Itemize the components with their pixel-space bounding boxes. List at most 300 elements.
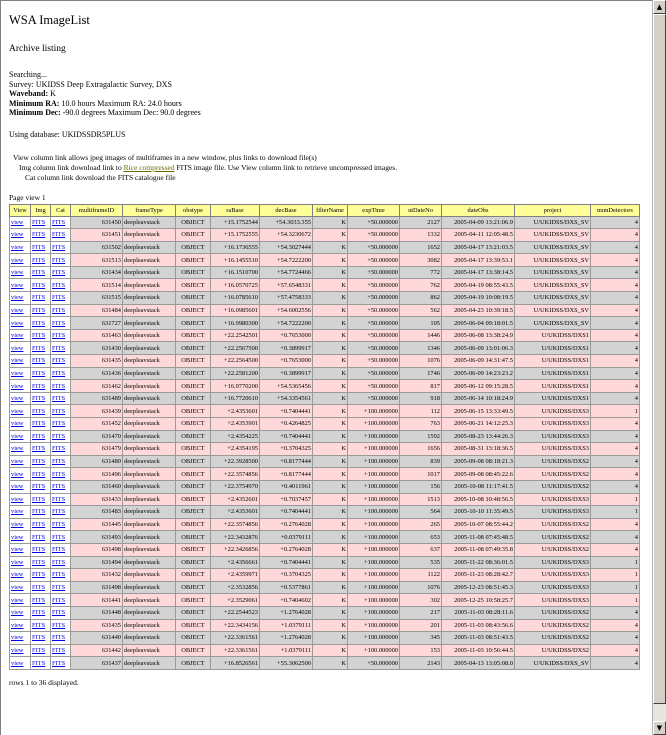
filter-name-cell: K bbox=[313, 619, 348, 632]
column-header: decBase bbox=[260, 204, 313, 216]
view-link-cell bbox=[10, 594, 31, 607]
frame-type-cell: deepleavstack bbox=[123, 443, 176, 456]
table-row bbox=[10, 581, 640, 594]
img-fits-link[interactable]: FITS bbox=[32, 344, 46, 352]
project-cell: U/UKIDSS/DXS2 bbox=[515, 543, 591, 556]
img-fits-link-cell bbox=[31, 657, 51, 670]
obstype-cell: OBJECT bbox=[176, 254, 211, 267]
img-fits-link-cell bbox=[31, 556, 51, 569]
cat-fits-link[interactable]: FITS bbox=[52, 332, 66, 340]
cat-fits-link[interactable]: FITS bbox=[52, 445, 66, 453]
results-table bbox=[9, 204, 640, 670]
exp-time-cell: +100.000000 bbox=[348, 632, 400, 645]
ra-base-cell: +22.2581200 bbox=[211, 367, 260, 380]
num-detectors-cell: 4 bbox=[591, 254, 640, 267]
cat-fits-link[interactable]: FITS bbox=[52, 558, 66, 566]
cat-fits-link-cell bbox=[51, 518, 71, 531]
cat-fits-link[interactable]: FITS bbox=[52, 646, 66, 654]
obstype-cell: OBJECT bbox=[176, 556, 211, 569]
ra-base-cell: +2.4353601 bbox=[211, 405, 260, 418]
cat-fits-link[interactable]: FITS bbox=[52, 420, 66, 428]
project-cell: U/UKIDSS/DXS1 bbox=[515, 355, 591, 368]
num-detectors-cell: 4 bbox=[591, 619, 640, 632]
filter-name-cell: K bbox=[313, 644, 348, 657]
obstype-cell: OBJECT bbox=[176, 342, 211, 355]
view-link-cell bbox=[10, 455, 31, 468]
project-cell: U/UKIDSS/DXS2 bbox=[515, 518, 591, 531]
view-link[interactable]: view bbox=[11, 445, 24, 453]
multiframe-id-cell: 631470 bbox=[71, 430, 123, 443]
filter-name-cell: K bbox=[313, 506, 348, 519]
view-link-cell bbox=[10, 556, 31, 569]
exp-time-cell: +50.000000 bbox=[348, 355, 400, 368]
cat-fits-link-cell bbox=[51, 644, 71, 657]
view-link[interactable]: view bbox=[11, 596, 24, 604]
table-row bbox=[10, 418, 640, 431]
cat-fits-link-cell bbox=[51, 380, 71, 393]
cat-fits-link-cell bbox=[51, 329, 71, 342]
img-fits-link[interactable]: FITS bbox=[32, 596, 46, 604]
dec-base-cell: +1.2764028 bbox=[260, 606, 313, 619]
page-title: WSA ImageList bbox=[9, 13, 90, 27]
filter-name-cell: K bbox=[313, 493, 348, 506]
table-row bbox=[10, 380, 640, 393]
num-detectors-cell: 4 bbox=[591, 455, 640, 468]
filter-name-cell: K bbox=[313, 355, 348, 368]
view-link-cell bbox=[10, 443, 31, 456]
dec-base-cell: +1.0379111 bbox=[260, 644, 313, 657]
cat-fits-link-cell bbox=[51, 229, 71, 242]
img-fits-link[interactable]: FITS bbox=[32, 621, 46, 629]
date-obs-cell: 2005-11-03 08:43:56.6 bbox=[442, 619, 515, 632]
cat-fits-link-cell bbox=[51, 455, 71, 468]
img-fits-link[interactable]: FITS bbox=[32, 558, 46, 566]
img-fits-link[interactable]: FITS bbox=[32, 533, 46, 541]
rice-compressed-link[interactable]: Rice compressed bbox=[123, 162, 175, 172]
img-fits-link[interactable]: FITS bbox=[32, 521, 46, 529]
filter-name-cell: K bbox=[313, 342, 348, 355]
view-link[interactable]: view bbox=[11, 369, 24, 377]
date-obs-cell: 2005-11-08 07:45:48.5 bbox=[442, 531, 515, 544]
cat-fits-link[interactable]: FITS bbox=[52, 470, 66, 478]
table-row bbox=[10, 493, 640, 506]
obstype-cell: OBJECT bbox=[176, 317, 211, 330]
scrollbar-thumb[interactable] bbox=[653, 14, 666, 704]
view-link-cell bbox=[10, 342, 31, 355]
ra-base-cell: +16.0785610 bbox=[211, 292, 260, 305]
ut-date-no-cell: 1076 bbox=[400, 581, 442, 594]
view-link[interactable]: view bbox=[11, 395, 24, 403]
table-row bbox=[10, 342, 640, 355]
multiframe-id-cell: 631463 bbox=[71, 329, 123, 342]
project-cell: U/UKIDSS/DXS1 bbox=[515, 392, 591, 405]
frame-type-cell: deepleavstack bbox=[123, 619, 176, 632]
img-fits-link-cell bbox=[31, 569, 51, 582]
date-obs-cell: 2005-11-22 08:36:01.5 bbox=[442, 556, 515, 569]
obstype-cell: OBJECT bbox=[176, 468, 211, 481]
exp-time-cell: +50.000000 bbox=[348, 266, 400, 279]
cat-fits-link[interactable]: FITS bbox=[52, 521, 66, 529]
img-fits-link[interactable]: FITS bbox=[32, 546, 46, 554]
ut-date-no-cell: 1332 bbox=[400, 229, 442, 242]
img-fits-link[interactable]: FITS bbox=[32, 395, 46, 403]
ut-date-no-cell: 763 bbox=[400, 418, 442, 431]
cat-fits-link[interactable]: FITS bbox=[52, 344, 66, 352]
num-detectors-cell: 4 bbox=[591, 418, 640, 431]
num-detectors-cell: 4 bbox=[591, 468, 640, 481]
cat-fits-link-cell bbox=[51, 468, 71, 481]
cat-fits-link[interactable]: FITS bbox=[52, 495, 66, 503]
img-fits-link[interactable]: FITS bbox=[32, 432, 46, 440]
view-link-cell bbox=[10, 266, 31, 279]
dec-label: Minimum Dec: bbox=[9, 108, 61, 117]
dec-base-cell: +0.8177444 bbox=[260, 455, 313, 468]
scroll-up-button[interactable]: ▲ bbox=[653, 0, 666, 14]
column-header: raBase bbox=[211, 204, 260, 216]
ut-date-no-cell: 265 bbox=[400, 518, 442, 531]
img-fits-link[interactable]: FITS bbox=[32, 483, 46, 491]
ra-value: 10.0 hours Maximum RA: 24.0 hours bbox=[61, 98, 182, 108]
cat-fits-link[interactable]: FITS bbox=[52, 621, 66, 629]
help-img-line bbox=[13, 163, 652, 173]
multiframe-id-cell: 631435 bbox=[71, 619, 123, 632]
dec-base-cell: +0.3899917 bbox=[260, 367, 313, 380]
exp-time-cell: +50.000000 bbox=[348, 657, 400, 670]
view-link[interactable]: view bbox=[11, 357, 24, 365]
date-obs-cell: 2005-10-08 10:48:56.5 bbox=[442, 493, 515, 506]
img-fits-link[interactable]: FITS bbox=[32, 218, 46, 226]
img-fits-link[interactable]: FITS bbox=[32, 319, 46, 327]
column-header: expTime bbox=[348, 204, 400, 216]
img-fits-link[interactable]: FITS bbox=[32, 634, 46, 642]
view-link[interactable]: view bbox=[11, 294, 24, 302]
date-obs-cell: 2005-04-13 13:05:08.0 bbox=[442, 657, 515, 670]
cat-fits-link[interactable]: FITS bbox=[52, 533, 66, 541]
view-link[interactable]: view bbox=[11, 621, 24, 629]
view-link-cell bbox=[10, 317, 31, 330]
view-link[interactable]: view bbox=[11, 458, 24, 466]
cat-fits-link-cell bbox=[51, 443, 71, 456]
view-link[interactable]: view bbox=[11, 382, 24, 390]
img-fits-link[interactable]: FITS bbox=[32, 609, 46, 617]
obstype-cell: OBJECT bbox=[176, 531, 211, 544]
frame-type-cell: deepleavstack bbox=[123, 329, 176, 342]
img-fits-link[interactable]: FITS bbox=[32, 357, 46, 365]
img-fits-link[interactable]: FITS bbox=[32, 407, 46, 415]
ut-date-no-cell: 653 bbox=[400, 531, 442, 544]
view-link[interactable]: view bbox=[11, 558, 24, 566]
help-text bbox=[13, 153, 652, 183]
dec-base-cell: +0.7653000 bbox=[260, 355, 313, 368]
table-row bbox=[10, 241, 640, 254]
frame-type-cell: deepleavstack bbox=[123, 216, 176, 229]
rows-displayed-note: rows 1 to 36 displayed. bbox=[9, 677, 79, 687]
img-fits-link[interactable]: FITS bbox=[32, 294, 46, 302]
dec-base-cell: +0.7404441 bbox=[260, 430, 313, 443]
img-fits-link[interactable]: FITS bbox=[32, 256, 46, 264]
project-cell: U/UKIDSS/DXS_SV bbox=[515, 657, 591, 670]
cat-fits-link[interactable]: FITS bbox=[52, 571, 66, 579]
view-link[interactable]: view bbox=[11, 533, 24, 541]
filter-name-cell: K bbox=[313, 606, 348, 619]
vertical-scrollbar[interactable] bbox=[652, 0, 666, 735]
ra-base-cell: +22.3361561 bbox=[211, 644, 260, 657]
ra-base-cell: +2.4353601 bbox=[211, 506, 260, 519]
multiframe-id-cell: 631460 bbox=[71, 480, 123, 493]
exp-time-cell: +100.000000 bbox=[348, 480, 400, 493]
img-fits-link[interactable]: FITS bbox=[32, 646, 46, 654]
view-link[interactable]: view bbox=[11, 495, 24, 503]
cat-fits-link[interactable]: FITS bbox=[52, 306, 66, 314]
multiframe-id-cell: 631496 bbox=[71, 468, 123, 481]
database-line: Using database: UKIDSSDR5PLUS bbox=[9, 129, 126, 139]
view-link[interactable]: view bbox=[11, 231, 24, 239]
cat-fits-link-cell bbox=[51, 266, 71, 279]
filter-name-cell: K bbox=[313, 455, 348, 468]
frame-type-cell: deepleavstack bbox=[123, 254, 176, 267]
multiframe-id-cell: 631483 bbox=[71, 506, 123, 519]
img-fits-link[interactable]: FITS bbox=[32, 306, 46, 314]
view-link[interactable]: view bbox=[11, 609, 24, 617]
exp-time-cell: +100.000000 bbox=[348, 581, 400, 594]
cat-fits-link[interactable]: FITS bbox=[52, 609, 66, 617]
cat-fits-link-cell bbox=[51, 279, 71, 292]
ra-base-cell: +2.3529061 bbox=[211, 594, 260, 607]
view-link-cell bbox=[10, 279, 31, 292]
img-fits-link[interactable]: FITS bbox=[32, 445, 46, 453]
view-link[interactable]: view bbox=[11, 306, 24, 314]
multiframe-id-cell: 631498 bbox=[71, 543, 123, 556]
filter-name-cell: K bbox=[313, 418, 348, 431]
num-detectors-cell: 4 bbox=[591, 304, 640, 317]
obstype-cell: OBJECT bbox=[176, 216, 211, 229]
img-fits-link-cell bbox=[31, 468, 51, 481]
table-row bbox=[10, 594, 640, 607]
cat-fits-link[interactable]: FITS bbox=[52, 382, 66, 390]
cat-fits-link-cell bbox=[51, 632, 71, 645]
view-link[interactable]: view bbox=[11, 584, 24, 592]
ra-base-cell: +16.1510700 bbox=[211, 266, 260, 279]
frame-type-cell: deepleavstack bbox=[123, 430, 176, 443]
table-row bbox=[10, 430, 640, 443]
cat-fits-link[interactable]: FITS bbox=[52, 395, 66, 403]
table-row bbox=[10, 304, 640, 317]
cat-fits-link[interactable]: FITS bbox=[52, 584, 66, 592]
view-link[interactable]: view bbox=[11, 420, 24, 428]
view-link-cell bbox=[10, 430, 31, 443]
exp-time-cell: +50.000000 bbox=[348, 317, 400, 330]
view-link[interactable]: view bbox=[11, 281, 24, 289]
ut-date-no-cell: 217 bbox=[400, 606, 442, 619]
cat-fits-link[interactable]: FITS bbox=[52, 634, 66, 642]
cat-fits-link[interactable]: FITS bbox=[52, 281, 66, 289]
dec-base-cell: +54.3033.355 bbox=[260, 216, 313, 229]
img-fits-link[interactable]: FITS bbox=[32, 470, 46, 478]
help-img-pre: Img column link download link to bbox=[19, 162, 122, 172]
frame-type-cell: deepleavstack bbox=[123, 317, 176, 330]
ut-date-no-cell: 535 bbox=[400, 556, 442, 569]
project-cell: U/UKIDSS/DXS_SV bbox=[515, 254, 591, 267]
obstype-cell: OBJECT bbox=[176, 279, 211, 292]
filter-name-cell: K bbox=[313, 430, 348, 443]
ut-date-no-cell: 762 bbox=[400, 279, 442, 292]
img-fits-link[interactable]: FITS bbox=[32, 508, 46, 516]
cat-fits-link[interactable]: FITS bbox=[52, 596, 66, 604]
exp-time-cell: +50.000000 bbox=[348, 279, 400, 292]
obstype-cell: OBJECT bbox=[176, 657, 211, 670]
dec-base-cell: +0.4011961 bbox=[260, 480, 313, 493]
img-fits-link[interactable]: FITS bbox=[32, 584, 46, 592]
cat-fits-link[interactable]: FITS bbox=[52, 243, 66, 251]
img-fits-link[interactable]: FITS bbox=[32, 659, 46, 667]
date-obs-cell: 2005-06-21 14:12:25.3 bbox=[442, 418, 515, 431]
cat-fits-link[interactable]: FITS bbox=[52, 483, 66, 491]
project-cell: U/UKIDSS/DXS2 bbox=[515, 644, 591, 657]
view-link[interactable]: view bbox=[11, 432, 24, 440]
cat-fits-link[interactable]: FITS bbox=[52, 294, 66, 302]
exp-time-cell: +50.000000 bbox=[348, 229, 400, 242]
img-fits-link[interactable]: FITS bbox=[32, 332, 46, 340]
img-fits-link[interactable]: FITS bbox=[32, 281, 46, 289]
cat-fits-link-cell bbox=[51, 606, 71, 619]
exp-time-cell: +50.000000 bbox=[348, 367, 400, 380]
project-cell: U/UKIDSS/DXS1 bbox=[515, 329, 591, 342]
view-link[interactable]: view bbox=[11, 332, 24, 340]
cat-fits-link[interactable]: FITS bbox=[52, 256, 66, 264]
view-link[interactable]: view bbox=[11, 571, 24, 579]
view-link-cell bbox=[10, 329, 31, 342]
scroll-down-button[interactable]: ▼ bbox=[653, 721, 666, 735]
view-link[interactable]: view bbox=[11, 634, 24, 642]
view-link-cell bbox=[10, 480, 31, 493]
dec-base-cell: +0.7037457 bbox=[260, 493, 313, 506]
project-cell: U/UKIDSS/DXS3 bbox=[515, 443, 591, 456]
filter-name-cell: K bbox=[313, 581, 348, 594]
img-fits-link[interactable]: FITS bbox=[32, 269, 46, 277]
view-link[interactable]: view bbox=[11, 256, 24, 264]
survey-text: Survey: UKIDSS Deep Extragalactic Survey, DXS bbox=[9, 79, 173, 89]
view-link[interactable]: view bbox=[11, 646, 24, 654]
ut-date-no-cell: 637 bbox=[400, 543, 442, 556]
multiframe-id-cell: 631451 bbox=[71, 229, 123, 242]
num-detectors-cell: 4 bbox=[591, 430, 640, 443]
table-row bbox=[10, 569, 640, 582]
exp-time-cell: +100.000000 bbox=[348, 405, 400, 418]
view-link[interactable]: view bbox=[11, 521, 24, 529]
img-fits-link[interactable]: FITS bbox=[32, 243, 46, 251]
img-fits-link-cell bbox=[31, 229, 51, 242]
project-cell: U/UKIDSS/DXS1 bbox=[515, 380, 591, 393]
cat-fits-link[interactable]: FITS bbox=[52, 659, 66, 667]
cat-fits-link-cell bbox=[51, 392, 71, 405]
num-detectors-cell: 1 bbox=[591, 556, 640, 569]
filter-name-cell: K bbox=[313, 657, 348, 670]
cat-fits-link[interactable]: FITS bbox=[52, 458, 66, 466]
cat-fits-link[interactable]: FITS bbox=[52, 218, 66, 226]
cat-fits-link[interactable]: FITS bbox=[52, 407, 66, 415]
table-row bbox=[10, 443, 640, 456]
view-link[interactable]: view bbox=[11, 319, 24, 327]
multiframe-id-cell: 631493 bbox=[71, 531, 123, 544]
img-fits-link[interactable]: FITS bbox=[32, 495, 46, 503]
view-link[interactable]: view bbox=[11, 659, 24, 667]
ra-base-cell: +16.1736555 bbox=[211, 241, 260, 254]
table-row bbox=[10, 367, 640, 380]
dec-base-cell: +0.7404441 bbox=[260, 405, 313, 418]
img-fits-link[interactable]: FITS bbox=[32, 420, 46, 428]
dec-base-cell: +54.3230672 bbox=[260, 229, 313, 242]
cat-fits-link-cell bbox=[51, 355, 71, 368]
view-link[interactable]: view bbox=[11, 483, 24, 491]
filter-name-cell: K bbox=[313, 279, 348, 292]
column-header: obstype bbox=[176, 204, 211, 216]
table-row bbox=[10, 216, 640, 229]
view-link-cell bbox=[10, 254, 31, 267]
cat-fits-link[interactable]: FITS bbox=[52, 357, 66, 365]
ut-date-no-cell: 862 bbox=[400, 292, 442, 305]
cat-fits-link[interactable]: FITS bbox=[52, 369, 66, 377]
img-fits-link[interactable]: FITS bbox=[32, 571, 46, 579]
img-fits-link[interactable]: FITS bbox=[32, 369, 46, 377]
view-link[interactable]: view bbox=[11, 218, 24, 226]
view-link[interactable]: view bbox=[11, 243, 24, 251]
img-fits-link-cell bbox=[31, 493, 51, 506]
ra-range-line bbox=[9, 99, 652, 109]
searching-text: Searching... bbox=[9, 70, 47, 79]
project-cell: U/UKIDSS/DXS_SV bbox=[515, 292, 591, 305]
view-link[interactable]: view bbox=[11, 546, 24, 554]
column-header: frameType bbox=[123, 204, 176, 216]
project-cell: U/UKIDSS/DXS2 bbox=[515, 606, 591, 619]
frame-type-cell: deepleavstack bbox=[123, 569, 176, 582]
multiframe-id-cell: 631440 bbox=[71, 632, 123, 645]
ra-base-cell: +15.1752544 bbox=[211, 216, 260, 229]
cat-fits-link[interactable]: FITS bbox=[52, 269, 66, 277]
view-link[interactable]: view bbox=[11, 407, 24, 415]
cat-fits-link[interactable]: FITS bbox=[52, 319, 66, 327]
img-fits-link[interactable]: FITS bbox=[32, 458, 46, 466]
num-detectors-cell: 4 bbox=[591, 518, 640, 531]
ra-base-cell: +22.3426856 bbox=[211, 543, 260, 556]
dec-base-cell: +54.3354561 bbox=[260, 392, 313, 405]
dec-base-cell: +0.2764028 bbox=[260, 543, 313, 556]
view-link[interactable]: view bbox=[11, 344, 24, 352]
cat-fits-link[interactable]: FITS bbox=[52, 508, 66, 516]
date-obs-cell: 2005-06-09 14:31:47.5 bbox=[442, 355, 515, 368]
project-cell: U/UKIDSS/DXS3 bbox=[515, 569, 591, 582]
multiframe-id-cell: 631479 bbox=[71, 443, 123, 456]
num-detectors-cell: 4 bbox=[591, 279, 640, 292]
cat-fits-link[interactable]: FITS bbox=[52, 231, 66, 239]
cat-fits-link[interactable]: FITS bbox=[52, 432, 66, 440]
frame-type-cell: deepleavstack bbox=[123, 518, 176, 531]
obstype-cell: OBJECT bbox=[176, 480, 211, 493]
dec-base-cell: +0.7653000 bbox=[260, 329, 313, 342]
img-fits-link-cell bbox=[31, 531, 51, 544]
view-link[interactable]: view bbox=[11, 269, 24, 277]
exp-time-cell: +100.000000 bbox=[348, 543, 400, 556]
view-link[interactable]: view bbox=[11, 470, 24, 478]
img-fits-link[interactable]: FITS bbox=[32, 231, 46, 239]
date-obs-cell: 2005-11-03 10:56:44.5 bbox=[442, 644, 515, 657]
dec-base-cell: +0.3704325 bbox=[260, 569, 313, 582]
ut-date-no-cell: 345 bbox=[400, 632, 442, 645]
img-fits-link[interactable]: FITS bbox=[32, 382, 46, 390]
cat-fits-link[interactable]: FITS bbox=[52, 546, 66, 554]
project-cell: U/UKIDSS/DXS_SV bbox=[515, 266, 591, 279]
view-link[interactable]: view bbox=[11, 508, 24, 516]
obstype-cell: OBJECT bbox=[176, 266, 211, 279]
